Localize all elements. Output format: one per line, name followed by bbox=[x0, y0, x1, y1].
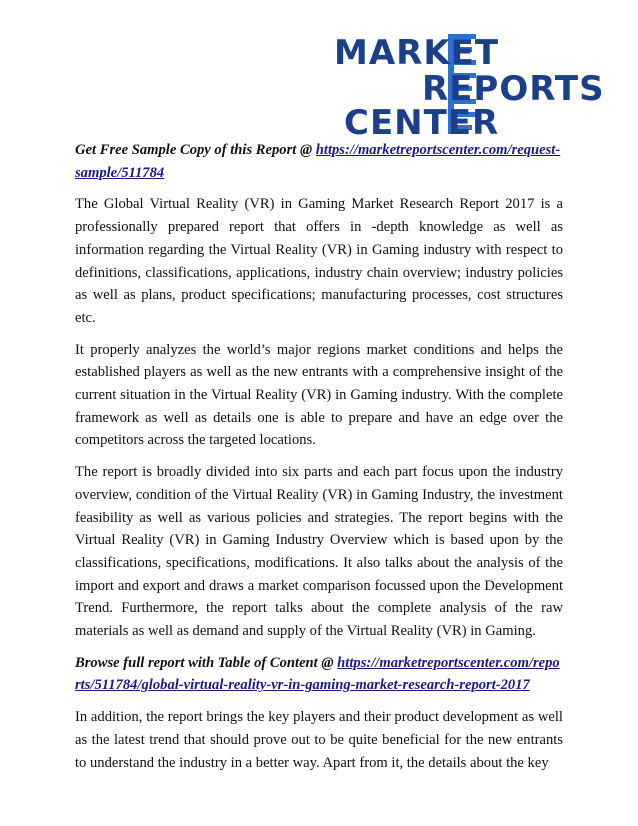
toc-cta bbox=[75, 652, 563, 697]
paragraph-overview: The Global Virtual Reality (VR) in Gaming Market Research Report 2017 is a professionally prepared report that offers in -depth knowledge as well as information regarding the Virtual Reality (VR) in Gaming industry with respect to definitions, classifications, applications, industry chain overview; industry policies as well as plans, product specifications; manufacturing processes, cost structures etc. bbox=[75, 196, 563, 326]
toc-link[interactable]: https://marketreportscenter.com/reports/511784/global-virtual-reality-vr-in-gaming-market-research-report-2017 bbox=[75, 654, 560, 694]
logo-line-center: CENTER bbox=[344, 103, 500, 143]
market-reports-center-logo bbox=[330, 30, 605, 143]
sample-copy-link[interactable]: https://marketreportscenter.com/request-sample/511784 bbox=[75, 142, 561, 181]
document-body bbox=[75, 139, 563, 783]
logo-graphic bbox=[330, 30, 605, 143]
paragraph-regions: It properly analyzes the world’s major regions market conditions and helps the established players as well as the new entrants with a comprehensive insight of the current situation in the Virtual Reality (VR) in Gaming industry. With the complete framework as well as details one is able to prepare and have an edge over the competitors across the targeted locations. bbox=[75, 341, 563, 449]
paragraph-key-players: In addition, the report brings the key players and their product development as well as the latest trend that should prove out to be quite beneficial for the new entrants to understand the industry in a better way. Apart from it, the details about the key bbox=[75, 709, 563, 771]
sample-copy-label: Get Free Sample Copy of this Report @ bbox=[75, 142, 316, 158]
sample-copy-cta bbox=[75, 139, 563, 184]
logo-line-reports: REPORTS bbox=[422, 69, 605, 109]
toc-label: Browse full report with Table of Content @ bbox=[75, 654, 338, 671]
logo-line-market: MARKET bbox=[334, 33, 500, 73]
paragraph-structure: The report is broadly divided into six parts and each part focus upon the industry overview, condition of the Virtual Reality (VR) in Gaming Industry, the investment feasibility as well as various policies and strategies. The report begins with the Virtual Reality (VR) in Gaming Industry Overview which is based upon by the classifications, specifications, modifications. It also talks about the analysis of the import and export and draws a market comparison focussed upon the Development Trend. Furthermore, the report talks about the complete analysis of the raw materials as well as demand and supply of the Virtual Reality (VR) in Gaming. bbox=[75, 464, 563, 640]
